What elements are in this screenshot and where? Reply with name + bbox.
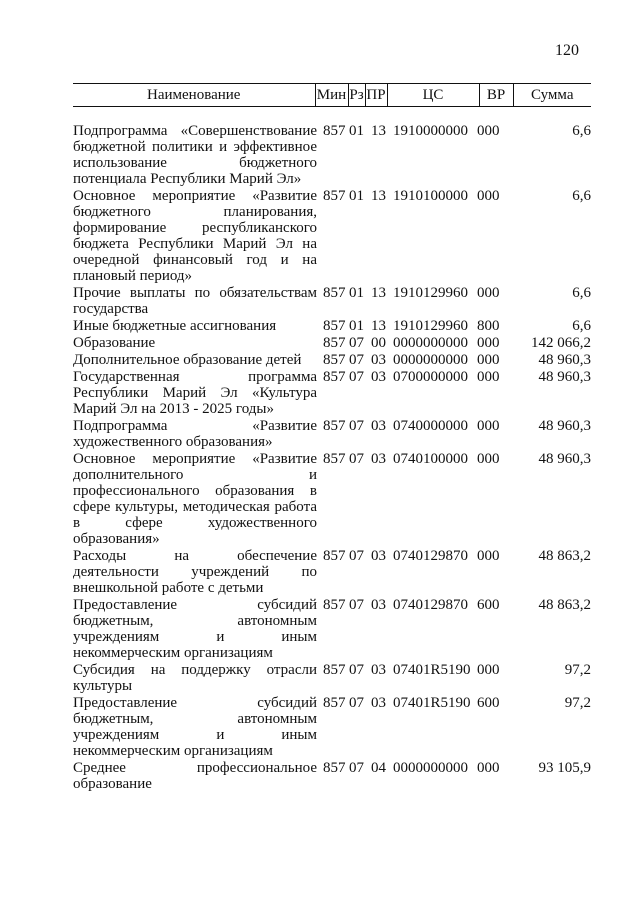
row-cs: 07401R5190	[393, 695, 471, 711]
row-min: 857	[323, 760, 346, 776]
row-sum: 48 960,3	[538, 369, 591, 385]
row-cs: 0000000000	[393, 352, 468, 368]
row-pr: 03	[371, 418, 386, 434]
row-rz: 07	[349, 335, 364, 351]
row-sum: 48 960,3	[538, 451, 591, 467]
row-name: Предоставление субсидий бюджетным, автономным учреждениям и иным некоммерческим организациям	[73, 695, 317, 759]
table-row	[73, 548, 591, 597]
row-sum: 6,6	[572, 188, 591, 204]
row-min: 857	[323, 352, 346, 368]
row-min: 857	[323, 662, 346, 678]
row-sum: 48 863,2	[538, 597, 591, 613]
row-min: 857	[323, 597, 346, 613]
table-row	[73, 418, 591, 451]
row-rz: 07	[349, 352, 364, 368]
budget-table-body	[73, 123, 591, 793]
row-min: 857	[323, 318, 346, 334]
row-sum: 6,6	[572, 318, 591, 334]
row-name: Среднее профессиональное образование	[73, 760, 317, 792]
table-row	[73, 369, 591, 418]
row-rz: 07	[349, 548, 364, 564]
row-min: 857	[323, 285, 346, 301]
row-sum: 97,2	[564, 662, 591, 678]
row-cs: 1910100000	[393, 188, 468, 204]
budget-table	[73, 123, 591, 793]
row-vr: 000	[477, 662, 500, 678]
table-header	[73, 83, 591, 107]
row-sum: 142 066,2	[531, 335, 591, 351]
row-vr: 000	[477, 123, 500, 139]
row-pr: 03	[371, 662, 386, 678]
page-number: 120	[555, 42, 579, 59]
row-pr: 04	[371, 760, 386, 776]
row-vr: 000	[477, 760, 500, 776]
row-cs: 1910129960	[393, 285, 468, 301]
row-min: 857	[323, 451, 346, 467]
row-rz: 07	[349, 369, 364, 385]
row-pr: 03	[371, 597, 386, 613]
row-cs: 0740129870	[393, 548, 468, 564]
row-name: Дополнительное образование детей	[73, 352, 302, 368]
row-min: 857	[323, 188, 346, 204]
table-row	[73, 597, 591, 662]
table-row	[73, 695, 591, 760]
row-name: Образование	[73, 335, 156, 351]
row-pr: 13	[371, 318, 386, 334]
row-sum: 48 960,3	[538, 352, 591, 368]
row-pr: 00	[371, 335, 386, 351]
row-name: Основное мероприятие «Развитие бюджетного планирования, формирование республиканского бюджета Республики Марий Эл на очередной финансовый год и на плановый период»	[73, 188, 317, 284]
row-name: Иные бюджетные ассигнования	[73, 318, 277, 334]
row-pr: 03	[371, 548, 386, 564]
header-pr: ПР	[365, 84, 387, 107]
row-min: 857	[323, 695, 346, 711]
row-cs: 0700000000	[393, 369, 468, 385]
row-pr: 13	[371, 123, 386, 139]
row-name: Подпрограмма «Развитие художественного образования»	[73, 418, 317, 450]
row-cs: 0740100000	[393, 451, 468, 467]
row-name: Субсидия на поддержку отрасли культуры	[73, 662, 317, 694]
row-pr: 13	[371, 285, 386, 301]
row-pr: 03	[371, 695, 386, 711]
row-rz: 01	[349, 318, 364, 334]
row-name: Основное мероприятие «Развитие дополнительного и профессионального образования в сфере культуры, методическая работа в сфере художественного образования»	[73, 451, 317, 547]
row-rz: 01	[349, 123, 364, 139]
header-sum: Сумма	[513, 84, 591, 107]
row-sum: 48 863,2	[538, 548, 591, 564]
row-vr: 800	[477, 318, 500, 334]
row-rz: 07	[349, 760, 364, 776]
row-cs: 1910000000	[393, 123, 468, 139]
row-sum: 6,6	[572, 285, 591, 301]
table-row	[73, 760, 591, 793]
row-vr: 600	[477, 695, 500, 711]
row-vr: 000	[477, 352, 500, 368]
row-name: Предоставление субсидий бюджетным, автономным учреждениям и иным некоммерческим организациям	[73, 597, 317, 661]
row-pr: 13	[371, 188, 386, 204]
row-vr: 000	[477, 335, 500, 351]
row-pr: 03	[371, 369, 386, 385]
table-row	[73, 188, 591, 285]
row-min: 857	[323, 369, 346, 385]
row-vr: 000	[477, 188, 500, 204]
header-cs: ЦС	[387, 84, 479, 107]
row-name: Государственная программа Республики Марий Эл «Культура Марий Эл на 2013 - 2025 годы»	[73, 369, 317, 417]
row-sum: 48 960,3	[538, 418, 591, 434]
table-row	[73, 285, 591, 318]
row-cs: 0740129870	[393, 597, 468, 613]
row-sum: 97,2	[564, 695, 591, 711]
row-cs: 0740000000	[393, 418, 468, 434]
row-name: Прочие выплаты по обязательствам государства	[73, 285, 317, 317]
row-name: Расходы на обеспечение деятельности учреждений по внешкольной работе с детьми	[73, 548, 317, 596]
row-min: 857	[323, 418, 346, 434]
row-min: 857	[323, 335, 346, 351]
table-row	[73, 662, 591, 695]
row-cs: 1910129960	[393, 318, 468, 334]
row-cs: 07401R5190	[393, 662, 471, 678]
row-rz: 01	[349, 188, 364, 204]
header-min: Мин	[315, 84, 348, 107]
row-rz: 07	[349, 597, 364, 613]
table-row	[73, 451, 591, 548]
table-row	[73, 335, 591, 352]
row-vr: 600	[477, 597, 500, 613]
row-name: Подпрограмма «Совершенствование бюджетной политики и эффективное использование бюджетного потенциала Республики Марий Эл»	[73, 123, 317, 187]
row-cs: 0000000000	[393, 760, 468, 776]
header-name: Наименование	[73, 84, 315, 107]
row-vr: 000	[477, 285, 500, 301]
row-sum: 6,6	[572, 123, 591, 139]
header-rz: Рз	[348, 84, 365, 107]
row-vr: 000	[477, 418, 500, 434]
row-pr: 03	[371, 352, 386, 368]
row-rz: 01	[349, 285, 364, 301]
table-row	[73, 352, 591, 369]
row-rz: 07	[349, 418, 364, 434]
row-vr: 000	[477, 369, 500, 385]
row-pr: 03	[371, 451, 386, 467]
header-vr: ВР	[479, 84, 513, 107]
row-min: 857	[323, 548, 346, 564]
table-row	[73, 318, 591, 335]
row-sum: 93 105,9	[538, 760, 591, 776]
row-rz: 07	[349, 451, 364, 467]
row-rz: 07	[349, 695, 364, 711]
row-rz: 07	[349, 662, 364, 678]
row-vr: 000	[477, 451, 500, 467]
row-cs: 0000000000	[393, 335, 468, 351]
table-row	[73, 123, 591, 188]
row-min: 857	[323, 123, 346, 139]
row-vr: 000	[477, 548, 500, 564]
